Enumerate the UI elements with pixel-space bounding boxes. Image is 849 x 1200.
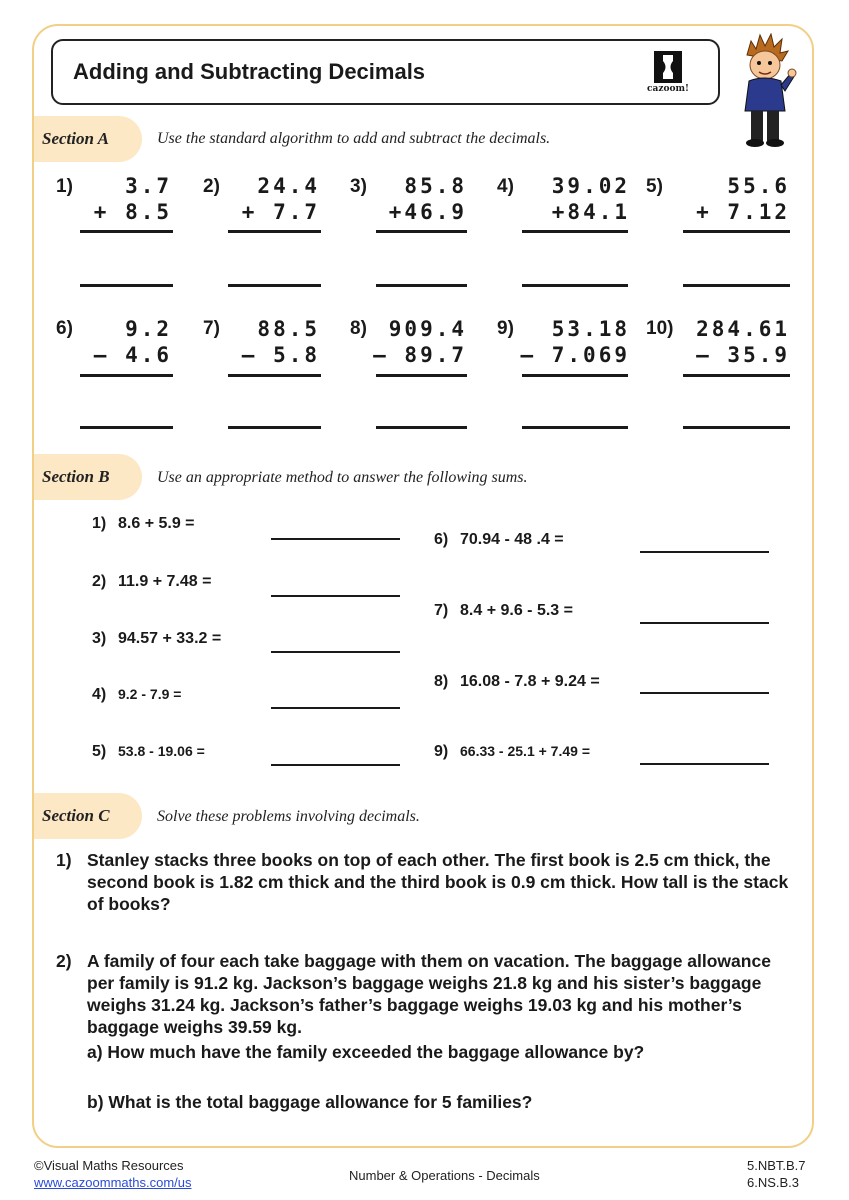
title-box <box>51 39 720 105</box>
sec-a-operand-bottom: +46.9 <box>388 200 467 224</box>
sec-a-operand-bottom: – 4.6 <box>93 343 172 367</box>
sec-a-problem-number: 2) <box>203 176 220 197</box>
sec-a-answer-line <box>80 426 173 429</box>
sec-a-problem-number: 1) <box>56 176 73 197</box>
sec-a-operand-top: 53.18 <box>551 317 630 341</box>
sec-c-q2b: b) What is the total baggage allowance for 5 families? <box>87 1092 533 1112</box>
section-c-tab <box>34 793 142 839</box>
sec-a-operand-bottom: + 7.12 <box>696 200 790 224</box>
sec-a-answer-line <box>80 284 173 287</box>
sec-b-q7: 7) 8.4 + 9.6 - 5.3 = <box>434 602 573 619</box>
section-a-tab <box>34 116 142 162</box>
footer-topic: Number & Operations - Decimals <box>349 1168 540 1183</box>
footer-copyright: ©Visual Maths Resources <box>34 1158 184 1173</box>
sec-a-operand-bottom: – 35.9 <box>696 343 790 367</box>
sec-a-sum-rule <box>683 374 790 377</box>
sec-b-q5-answer-line <box>271 764 400 766</box>
sec-b-q6-answer-line <box>640 551 769 553</box>
sec-c-q1-text: Stanley stacks three books on top of each other. The first book is 2.5 cm thick, the second book is 1.82 cm thick and the third book is 0.9 cm thick. How tall is the stack of books? <box>87 850 789 914</box>
sec-a-answer-line <box>376 284 467 287</box>
sec-a-operand-top: 284.61 <box>696 317 790 341</box>
cazoom-logo-icon <box>636 49 700 85</box>
sec-b-q1: 1) 8.6 + 5.9 = <box>92 515 195 532</box>
sec-b-q9: 9) 66.33 - 25.1 + 7.49 = <box>434 743 590 760</box>
sec-b-q8-answer-line <box>640 692 769 694</box>
sec-a-problem-number: 3) <box>350 176 367 197</box>
sec-a-sum-rule <box>522 374 628 377</box>
sec-b-q8: 8) 16.08 - 7.8 + 9.24 = <box>434 673 600 690</box>
footer-website-link[interactable]: www.cazoommaths.com/us <box>34 1175 192 1190</box>
section-b-instruction: Use an appropriate method to answer the following sums. <box>157 469 528 486</box>
logo-text: cazoom! <box>647 84 689 94</box>
sec-b-q5: 5) 53.8 - 19.06 = <box>92 743 205 760</box>
sec-a-sum-rule <box>80 230 173 233</box>
section-c-label: Section C <box>42 806 110 825</box>
sec-a-answer-line <box>683 284 790 287</box>
sec-a-operand-top: 909.4 <box>388 317 467 341</box>
sec-a-operand-bottom: +84.1 <box>551 200 630 224</box>
sec-a-answer-line <box>376 426 467 429</box>
sec-a-answer-line <box>522 426 628 429</box>
sec-c-q2a: a) How much have the family exceeded the baggage allowance by? <box>87 1042 645 1062</box>
sec-b-q9-answer-line <box>640 763 769 765</box>
footer-standard-2: 6.NS.B.3 <box>747 1175 800 1190</box>
sec-a-sum-rule <box>376 374 467 377</box>
sec-b-q2: 2) 11.9 + 7.48 = <box>92 573 212 590</box>
sec-b-q6: 6) 70.94 - 48 .4 = <box>434 531 564 548</box>
sec-a-problem-number: 10) <box>646 318 674 339</box>
sec-a-operand-top: 39.02 <box>551 174 630 198</box>
sec-a-problem-number: 4) <box>497 176 514 197</box>
sec-b-q3-answer-line <box>271 651 400 653</box>
sec-a-operand-top: 24.4 <box>257 174 320 198</box>
sec-a-operand-bottom: + 8.5 <box>93 200 172 224</box>
section-b-label: Section B <box>42 467 110 486</box>
section-a-instruction: Use the standard algorithm to add and subtract the decimals. <box>157 130 551 147</box>
mascot-boy-icon <box>733 33 797 149</box>
sec-a-operand-bottom: – 5.8 <box>241 343 320 367</box>
sec-a-problem-number: 8) <box>350 318 367 339</box>
sec-a-answer-line <box>228 284 321 287</box>
sec-a-problem-number: 6) <box>56 318 73 339</box>
sec-a-operand-bottom: + 7.7 <box>241 200 320 224</box>
sec-a-operand-bottom: – 89.7 <box>373 343 467 367</box>
sec-a-answer-line <box>228 426 321 429</box>
sec-a-problem-number: 9) <box>497 318 514 339</box>
sec-a-sum-rule <box>683 230 790 233</box>
footer-standard-1: 5.NBT.B.7 <box>747 1158 806 1173</box>
sec-c-q2-text: A family of four each take baggage with them on vacation. The baggage allowance per family is 91.2 kg. Jackson’s baggage weighs 21.8 kg and his sister’s baggage weighs 31.24 kg. Jackson’s father’s baggage weighs 19.03 kg and his mother’s baggage weighs 39.59 kg. <box>87 951 771 1037</box>
sec-a-operand-top: 55.6 <box>727 174 790 198</box>
sec-a-answer-line <box>683 426 790 429</box>
section-b-tab <box>34 454 142 500</box>
sec-a-sum-rule <box>80 374 173 377</box>
sec-a-operand-top: 3.7 <box>125 174 172 198</box>
sec-a-answer-line <box>522 284 628 287</box>
sec-a-operand-top: 85.8 <box>404 174 467 198</box>
section-c-instruction: Solve these problems involving decimals. <box>157 808 420 825</box>
sec-b-q7-answer-line <box>640 622 769 624</box>
sec-a-problem-number: 5) <box>646 176 663 197</box>
sec-a-sum-rule <box>376 230 467 233</box>
sec-b-q4-answer-line <box>271 707 400 709</box>
sec-a-operand-bottom: – 7.069 <box>520 343 630 367</box>
sec-a-problem-number: 7) <box>203 318 220 339</box>
cazoom-logo <box>636 49 700 99</box>
sec-b-q3: 3) 94.57 + 33.2 = <box>92 630 222 647</box>
sec-a-sum-rule <box>522 230 628 233</box>
sec-b-q1-answer-line <box>271 538 400 540</box>
sec-a-operand-top: 9.2 <box>125 317 172 341</box>
section-a-label: Section A <box>42 129 109 148</box>
sec-b-q2-answer-line <box>271 595 400 597</box>
sec-a-sum-rule <box>228 230 321 233</box>
sec-a-operand-top: 88.5 <box>257 317 320 341</box>
sec-a-sum-rule <box>228 374 321 377</box>
sec-b-q4: 4) 9.2 - 7.9 = <box>92 686 182 703</box>
page-title: Adding and Subtracting Decimals <box>73 59 426 84</box>
